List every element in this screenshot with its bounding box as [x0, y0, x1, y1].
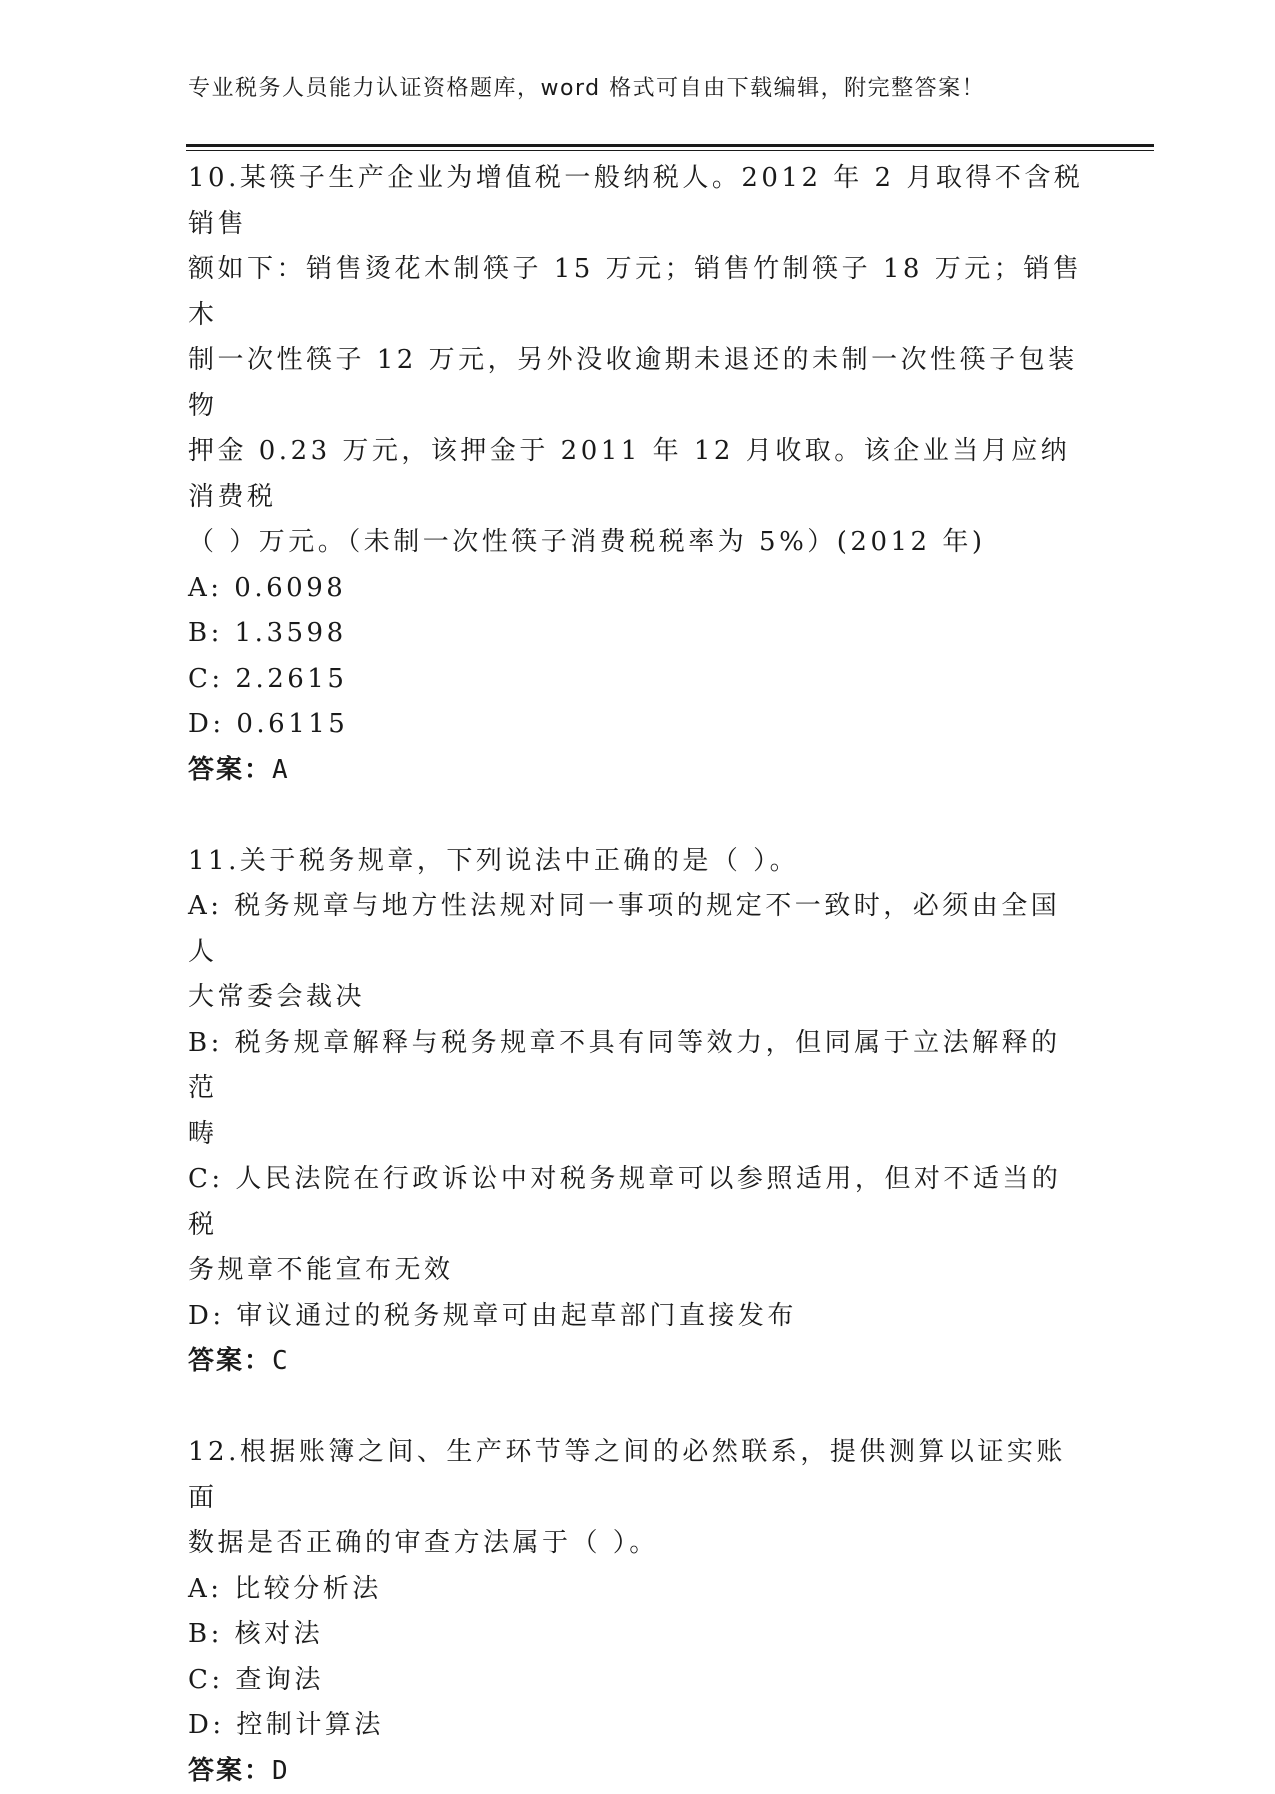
page-header: 专业税务人员能力认证资格题库，word 格式可自由下载编辑，附完整答案！	[188, 74, 985, 104]
answer-value: C	[272, 1346, 290, 1376]
question-spacer	[188, 1385, 1088, 1431]
answer-label: 答案：	[188, 1346, 272, 1376]
question-stem-line: 制一次性筷子 12 万元，另外没收逾期未退还的未制一次性筷子包装物	[188, 338, 1088, 429]
question-12	[188, 1430, 1088, 1794]
answer-value: A	[272, 755, 290, 785]
question-stem-line: （ ）万元。（未制一次性筷子消费税税率为 5%）(2012 年)	[188, 520, 1088, 566]
option-a: A: 0.6098	[188, 566, 1088, 612]
answer-line	[188, 1339, 1088, 1385]
answer-label: 答案：	[188, 755, 272, 785]
header-rule-thick	[186, 144, 1154, 147]
answer-line	[188, 1749, 1088, 1794]
question-spacer	[188, 793, 1088, 839]
option-b: B: 税务规章解释与税务规章不具有同等效力，但同属于立法解释的范	[188, 1021, 1088, 1112]
question-list	[188, 156, 1088, 1794]
option-c: C: 人民法院在行政诉讼中对税务规章可以参照适用，但对不适当的税	[188, 1157, 1088, 1248]
option-d: D: 控制计算法	[188, 1703, 1088, 1749]
answer-line	[188, 748, 1088, 794]
option-a-continued: 大常委会裁决	[188, 975, 1088, 1021]
option-c: C: 查询法	[188, 1658, 1088, 1704]
question-stem-line: 额如下：销售烫花木制筷子 15 万元；销售竹制筷子 18 万元；销售木	[188, 247, 1088, 338]
option-c: C: 2.2615	[188, 657, 1088, 703]
option-b: B: 1.3598	[188, 611, 1088, 657]
header-rule-thin	[186, 150, 1154, 151]
question-stem-line: 12.根据账簿之间、生产环节等之间的必然联系，提供测算以证实账面	[188, 1430, 1088, 1521]
option-b: B: 核对法	[188, 1612, 1088, 1658]
option-a: A: 税务规章与地方性法规对同一事项的规定不一致时，必须由全国人	[188, 884, 1088, 975]
question-stem-line: 10.某筷子生产企业为增值税一般纳税人。2012 年 2 月取得不含税销售	[188, 156, 1088, 247]
option-d: D: 审议通过的税务规章可由起草部门直接发布	[188, 1294, 1088, 1340]
question-stem-line: 11.关于税务规章，下列说法中正确的是（ ）。	[188, 839, 1088, 885]
answer-value: D	[272, 1756, 290, 1786]
option-a: A: 比较分析法	[188, 1567, 1088, 1613]
question-11	[188, 839, 1088, 1385]
question-stem-line: 押金 0.23 万元，该押金于 2011 年 12 月收取。该企业当月应纳消费税	[188, 429, 1088, 520]
question-10	[188, 156, 1088, 793]
question-stem-line: 数据是否正确的审查方法属于（ ）。	[188, 1521, 1088, 1567]
option-c-continued: 务规章不能宣布无效	[188, 1248, 1088, 1294]
answer-label: 答案：	[188, 1756, 272, 1786]
option-d: D: 0.6115	[188, 702, 1088, 748]
option-b-continued: 畴	[188, 1112, 1088, 1158]
